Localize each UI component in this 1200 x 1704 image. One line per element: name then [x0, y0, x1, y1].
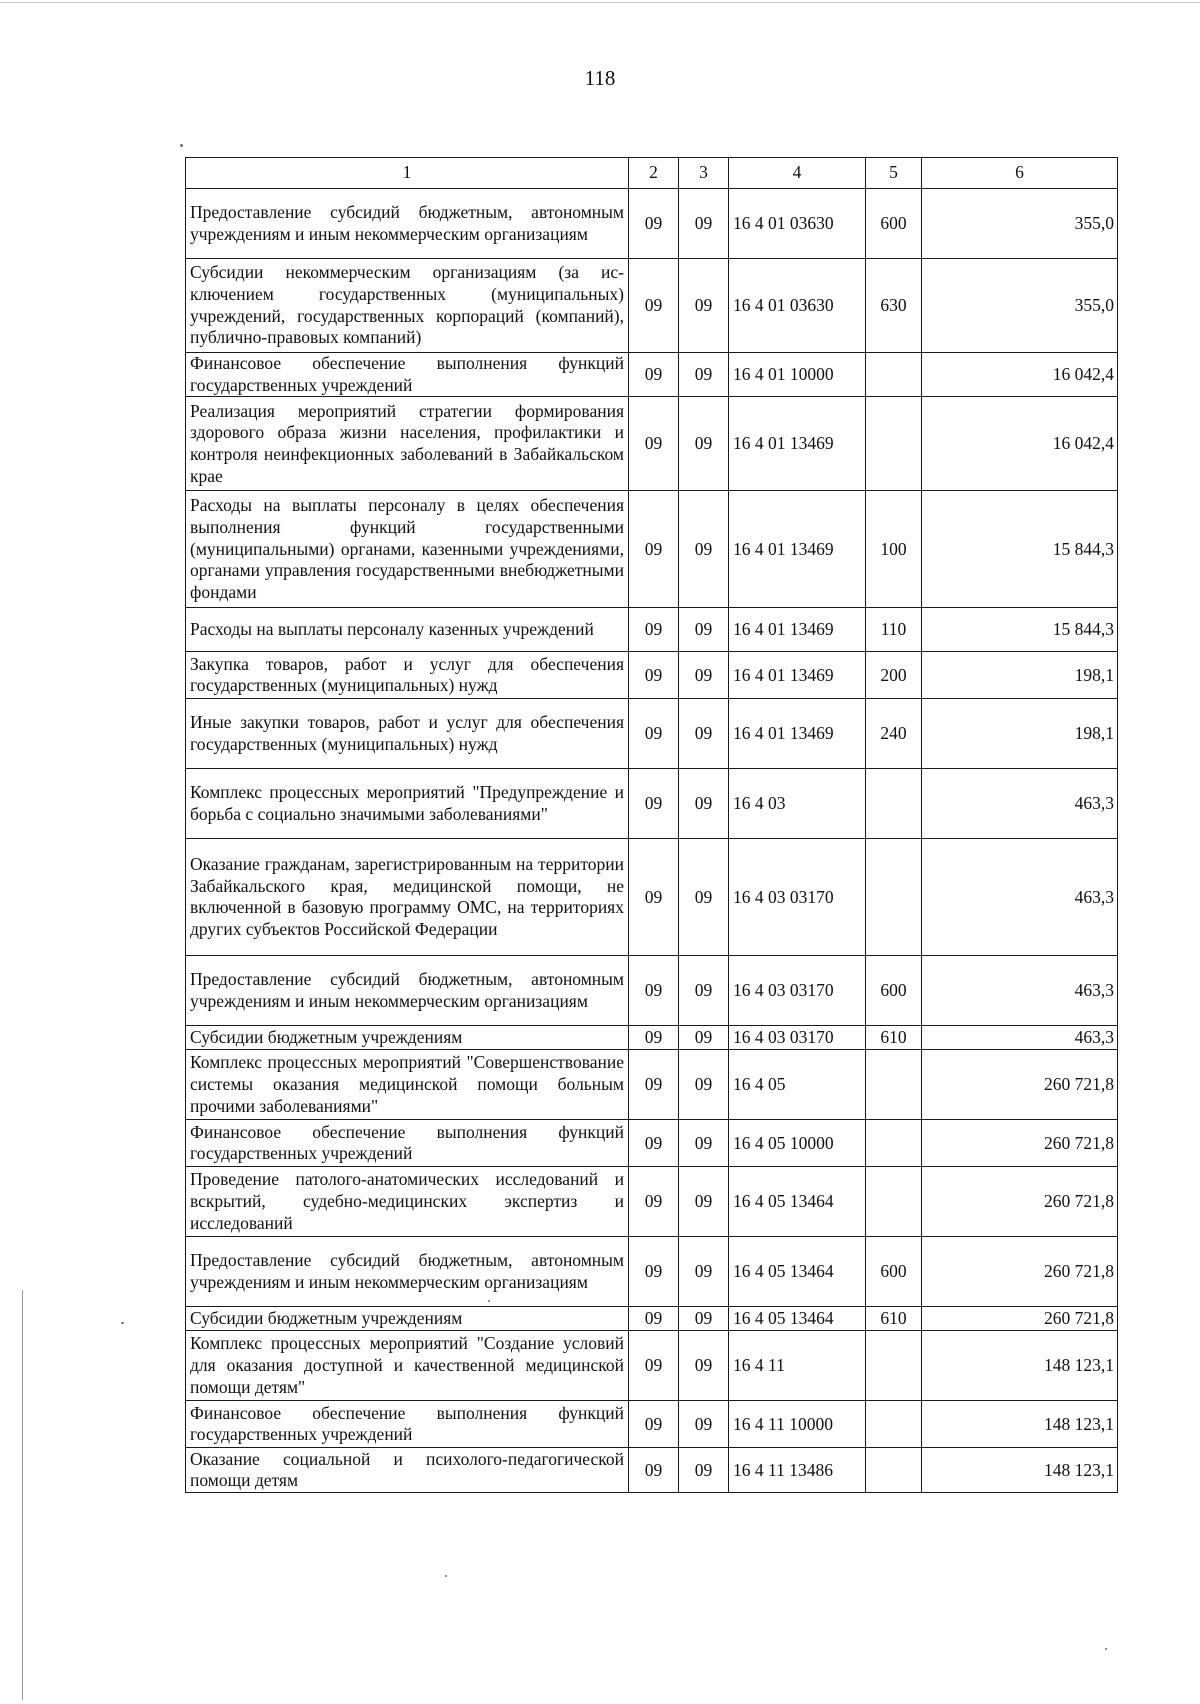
- column-header-6: 6: [922, 158, 1118, 189]
- row-expense-type: [866, 769, 922, 839]
- row-section-code: 09: [629, 956, 679, 1026]
- table-row: [186, 1307, 1118, 1331]
- row-expense-type: 610: [866, 1307, 922, 1331]
- row-description: Предоставление субсидий бюджетным, автономным учреждениям и иным некоммерческим организациям: [186, 956, 629, 1026]
- column-header-5: 5: [866, 158, 922, 189]
- header-row: [186, 158, 1118, 189]
- scan-speck: [445, 1575, 447, 1577]
- row-section-code: 09: [629, 1401, 679, 1448]
- row-section-code: 09: [629, 1050, 679, 1120]
- scan-speck: [121, 1322, 124, 1324]
- scan-speck: [488, 1300, 490, 1302]
- table-row: [186, 189, 1118, 259]
- column-header-2: 2: [629, 158, 679, 189]
- row-description: Комплекс процессных мероприятий "Совершенствование системы оказания медицинской помощи больным прочими заболеваниями": [186, 1050, 629, 1120]
- row-amount: 148 123,1: [922, 1331, 1118, 1401]
- row-expense-type: [866, 1120, 922, 1167]
- table-row: [186, 1448, 1118, 1493]
- row-target-article: 16 4 01 13469: [729, 608, 866, 652]
- row-description: Комплекс процессных мероприятий "Предупреждение и борьба с социально значимыми заболеваниями": [186, 769, 629, 839]
- row-section-code: 09: [629, 1167, 679, 1237]
- row-target-article: 16 4 03: [729, 769, 866, 839]
- row-description: Финансовое обеспечение выполнения функций государственных учреждений: [186, 1401, 629, 1448]
- row-amount: 463,3: [922, 956, 1118, 1026]
- row-section-code: 09: [629, 1237, 679, 1307]
- row-amount: 260 721,8: [922, 1050, 1118, 1120]
- row-section-code: 09: [629, 1120, 679, 1167]
- row-expense-type: [866, 1448, 922, 1493]
- row-subsection-code: 09: [679, 189, 729, 259]
- row-amount: 15 844,3: [922, 608, 1118, 652]
- row-expense-type: 610: [866, 1026, 922, 1050]
- row-target-article: 16 4 11: [729, 1331, 866, 1401]
- row-target-article: 16 4 03 03170: [729, 1026, 866, 1050]
- row-amount: 260 721,8: [922, 1237, 1118, 1307]
- row-subsection-code: 09: [679, 1120, 729, 1167]
- row-amount: 15 844,3: [922, 491, 1118, 608]
- row-subsection-code: 09: [679, 397, 729, 491]
- row-target-article: 16 4 11 13486: [729, 1448, 866, 1493]
- row-section-code: 09: [629, 1026, 679, 1050]
- table-row: [186, 1167, 1118, 1237]
- row-section-code: 09: [629, 769, 679, 839]
- row-description: Иные закупки товаров, работ и услуг для обеспечения государственных (муниципальных) нужд: [186, 699, 629, 769]
- table-row: [186, 1050, 1118, 1120]
- row-amount: 463,3: [922, 839, 1118, 956]
- row-expense-type: 240: [866, 699, 922, 769]
- row-description: Оказание гражданам, зарегистрированным на территории Забайкальского края, медицинской помощи, не включенной в базовую программу ОМС, на территориях других субъектов Российской Федерации: [186, 839, 629, 956]
- table-body: [186, 189, 1118, 1493]
- row-description: Проведение патолого-анатомических исследований и вскрытий, судебно-медицинских экспертиз и исследований: [186, 1167, 629, 1237]
- scan-speck: [1105, 1648, 1107, 1650]
- row-section-code: 09: [629, 1307, 679, 1331]
- row-target-article: 16 4 01 13469: [729, 652, 866, 699]
- row-target-article: 16 4 01 03630: [729, 259, 866, 353]
- row-description: Субсидии некоммерческим организациям (за исключением государственных (муниципальных) учреждений, государственных корпораций (компаний), публично-правовых компаний): [186, 259, 629, 353]
- row-target-article: 16 4 01 13469: [729, 491, 866, 608]
- scan-speck: [180, 144, 183, 147]
- row-expense-type: [866, 397, 922, 491]
- row-description: Предоставление субсидий бюджетным, автономным учреждениям и иным некоммерческим организациям: [186, 1237, 629, 1307]
- row-amount: 148 123,1: [922, 1448, 1118, 1493]
- row-subsection-code: 09: [679, 491, 729, 608]
- row-subsection-code: 09: [679, 1167, 729, 1237]
- row-amount: 355,0: [922, 259, 1118, 353]
- row-subsection-code: 09: [679, 1307, 729, 1331]
- table-row: [186, 397, 1118, 491]
- row-subsection-code: 09: [679, 259, 729, 353]
- row-target-article: 16 4 05 13464: [729, 1167, 866, 1237]
- row-expense-type: [866, 1050, 922, 1120]
- table-row: [186, 1401, 1118, 1448]
- row-section-code: 09: [629, 1448, 679, 1493]
- row-expense-type: 200: [866, 652, 922, 699]
- row-expense-type: [866, 353, 922, 397]
- row-section-code: 09: [629, 699, 679, 769]
- row-target-article: 16 4 01 03630: [729, 189, 866, 259]
- row-section-code: 09: [629, 259, 679, 353]
- row-expense-type: [866, 1401, 922, 1448]
- row-amount: 260 721,8: [922, 1167, 1118, 1237]
- row-section-code: 09: [629, 189, 679, 259]
- row-section-code: 09: [629, 839, 679, 956]
- row-target-article: 16 4 01 10000: [729, 353, 866, 397]
- table-header: [186, 158, 1118, 189]
- row-description: Реализация мероприятий стратегии формирования здорового образа жизни населения, профилактики и контроля неинфекционных заболеваний в Забайкальском крае: [186, 397, 629, 491]
- table-row: [186, 1120, 1118, 1167]
- table-row: [186, 652, 1118, 699]
- scan-top-edge: [0, 2, 1200, 3]
- row-amount: 148 123,1: [922, 1401, 1118, 1448]
- row-description: Оказание социальной и психолого-педагогической помощи детям: [186, 1448, 629, 1493]
- table-row: [186, 1331, 1118, 1401]
- row-subsection-code: 09: [679, 608, 729, 652]
- row-description: Субсидии бюджетным учреждениям: [186, 1026, 629, 1050]
- row-target-article: 16 4 03 03170: [729, 956, 866, 1026]
- row-section-code: 09: [629, 1331, 679, 1401]
- row-expense-type: [866, 1331, 922, 1401]
- table-row: [186, 1237, 1118, 1307]
- column-header-1: 1: [186, 158, 629, 189]
- row-amount: 463,3: [922, 769, 1118, 839]
- row-subsection-code: 09: [679, 1050, 729, 1120]
- row-subsection-code: 09: [679, 1237, 729, 1307]
- row-description: Комплекс процессных мероприятий "Создание условий для оказания доступной и качественной медицинской помощи детям": [186, 1331, 629, 1401]
- row-target-article: 16 4 05: [729, 1050, 866, 1120]
- row-section-code: 09: [629, 397, 679, 491]
- row-amount: 260 721,8: [922, 1120, 1118, 1167]
- row-target-article: 16 4 01 13469: [729, 699, 866, 769]
- table-row: [186, 608, 1118, 652]
- row-expense-type: [866, 1167, 922, 1237]
- row-amount: 16 042,4: [922, 397, 1118, 491]
- row-subsection-code: 09: [679, 1401, 729, 1448]
- row-target-article: 16 4 05 13464: [729, 1237, 866, 1307]
- budget-table: [185, 157, 1118, 1493]
- row-amount: 198,1: [922, 652, 1118, 699]
- table-row: [186, 353, 1118, 397]
- row-subsection-code: 09: [679, 652, 729, 699]
- row-expense-type: 110: [866, 608, 922, 652]
- row-subsection-code: 09: [679, 839, 729, 956]
- table-row: [186, 839, 1118, 956]
- row-expense-type: 600: [866, 1237, 922, 1307]
- row-subsection-code: 09: [679, 1331, 729, 1401]
- row-expense-type: 600: [866, 956, 922, 1026]
- table-row: [186, 956, 1118, 1026]
- row-subsection-code: 09: [679, 956, 729, 1026]
- row-section-code: 09: [629, 652, 679, 699]
- column-header-4: 4: [729, 158, 866, 189]
- row-description: Расходы на выплаты персоналу казенных учреждений: [186, 608, 629, 652]
- row-expense-type: 600: [866, 189, 922, 259]
- table-row: [186, 769, 1118, 839]
- row-amount: 355,0: [922, 189, 1118, 259]
- row-amount: 463,3: [922, 1026, 1118, 1050]
- row-description: Финансовое обеспечение выполнения функций государственных учреждений: [186, 1120, 629, 1167]
- row-target-article: 16 4 05 10000: [729, 1120, 866, 1167]
- row-amount: 16 042,4: [922, 353, 1118, 397]
- row-description: Расходы на выплаты персоналу в целях обеспечения выполнения функций государственными (муниципальными) органами, казенными учреждениями, органами управления государственными внебюджетными фондами: [186, 491, 629, 608]
- table-row: [186, 259, 1118, 353]
- table-row: [186, 1026, 1118, 1050]
- row-amount: 260 721,8: [922, 1307, 1118, 1331]
- row-expense-type: 100: [866, 491, 922, 608]
- row-section-code: 09: [629, 491, 679, 608]
- table-row: [186, 699, 1118, 769]
- row-target-article: 16 4 01 13469: [729, 397, 866, 491]
- row-subsection-code: 09: [679, 1448, 729, 1493]
- column-header-3: 3: [679, 158, 729, 189]
- row-description: Субсидии бюджетным учреждениям: [186, 1307, 629, 1331]
- row-target-article: 16 4 05 13464: [729, 1307, 866, 1331]
- row-description: Закупка товаров, работ и услуг для обеспечения государственных (муниципальных) нужд: [186, 652, 629, 699]
- row-target-article: 16 4 11 10000: [729, 1401, 866, 1448]
- row-subsection-code: 09: [679, 769, 729, 839]
- row-subsection-code: 09: [679, 1026, 729, 1050]
- row-subsection-code: 09: [679, 699, 729, 769]
- row-section-code: 09: [629, 608, 679, 652]
- row-target-article: 16 4 03 03170: [729, 839, 866, 956]
- row-amount: 198,1: [922, 699, 1118, 769]
- page-number: 118: [584, 66, 616, 90]
- row-expense-type: 630: [866, 259, 922, 353]
- row-description: Финансовое обеспечение выполнения функций государственных учреждений: [186, 353, 629, 397]
- row-subsection-code: 09: [679, 353, 729, 397]
- scan-left-edge: [22, 1290, 23, 1700]
- table-row: [186, 491, 1118, 608]
- row-description: Предоставление субсидий бюджетным, автономным учреждениям и иным некоммерческим организациям: [186, 189, 629, 259]
- row-expense-type: [866, 839, 922, 956]
- row-section-code: 09: [629, 353, 679, 397]
